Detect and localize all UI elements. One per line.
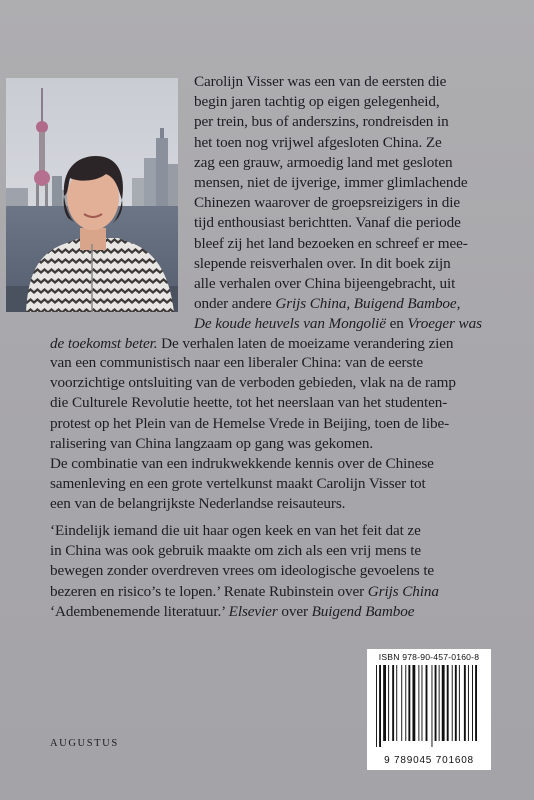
quote-line: ‘Eindelijk iemand die uit haar ogen keek en van het feit dat ze [50,522,421,539]
book-title: Grijs China [367,582,439,600]
isbn-barcode-box [367,649,491,770]
blurb-line: ralisering van China langzaam op gang was gekomen. [50,434,374,452]
blurb-line: tijd enthousiast berichtten. Vanaf die periode [194,214,461,232]
quote-line: bewegen zonder overdreven vrees om ideologische gevoelens te [50,562,435,580]
blurb-line: samenleving en een grote vertelkunst maakt Carolijn Visser tot [50,475,426,493]
blurb-text: onder andere [194,295,276,313]
blurb-line: die Culturele Revolutie heette, tot het neerslaan van het studenten- [50,394,448,412]
blurb-line: een van de belangrijkste Nederlandse reisauteurs. [50,495,346,513]
blurb-line: het toen nog vrijwel afgesloten China. Ze [194,133,442,151]
quote-line [50,582,524,602]
book-title: De koude heuvels van Mongolië [194,315,386,333]
quote-line: in China was ook gebruik maakte om zich als een vrij mens te [50,542,422,560]
blurb-line: alle verhalen over China bijeengebracht, uit [194,275,456,293]
author-photo [6,78,178,312]
blurb-line: mensen, niet de ijverige, immer glimlachende [194,174,468,192]
quote-source: Elsevier [228,602,278,620]
blurb-intro [194,72,524,335]
press-quotes [50,521,524,622]
barcode-icon [375,665,483,747]
quote-text: ‘Adembenemende literatuur.’ [50,602,229,620]
book-title: Buigend Bamboe [311,602,415,620]
blurb-line: van een communistisch naar een liberaler China: van de eerste [50,354,424,371]
blurb-line: protest op het Plein van de Hemelse Vrede in Beijing, toen de libe- [50,414,450,432]
blurb-line: De combinatie van een indrukwekkende kennis over de Chinese [50,455,434,473]
blurb-line: Carolijn Visser was een van de eersten die [194,73,447,90]
blurb-line: zag een grauw, armoedig land met gesloten [194,153,453,171]
blurb-line: begin jaren tachtig op eigen gelegenheid, [194,93,440,111]
blurb-line: slepende reisverhalen over. In dit boek zijn [194,254,451,272]
blurb-line [194,294,524,314]
blurb-line [50,334,524,354]
publisher-name: AUGUSTUS [50,738,119,749]
blurb-line: per trein, bus of anderszins, rondreisden in [194,113,449,131]
blurb-line: bleef zij het land bezoeken en schreef er mee- [194,234,468,252]
blurb-line: voorzichtige ontsluiting van de verboden gebieden, vlak na de ramp [50,374,456,392]
book-title: Vroeger was [407,315,482,333]
quote-line [50,602,524,622]
book-title: de toekomst beter. [50,335,158,352]
ean-number: 9 789045 701608 [384,755,474,766]
quote-text: bezeren en risico’s te lopen.’ Renate Rubinstein over [50,582,368,600]
author-photo-image [6,78,178,312]
isbn-label: ISBN 978-90-457-0160-8 [378,652,480,662]
blurb-continued [50,353,524,515]
blurb-line-14 [50,334,524,354]
blurb-line: Chinezen waarover de groepsreizigers in die [194,194,461,212]
quote-text: over [277,602,312,620]
blurb-text: en [385,315,408,333]
blurb-text: De verhalen laten de moeizame verandering zien [157,335,454,352]
blurb-line [194,314,524,334]
book-titles: Grijs China, Buigend Bamboe, [275,295,461,313]
